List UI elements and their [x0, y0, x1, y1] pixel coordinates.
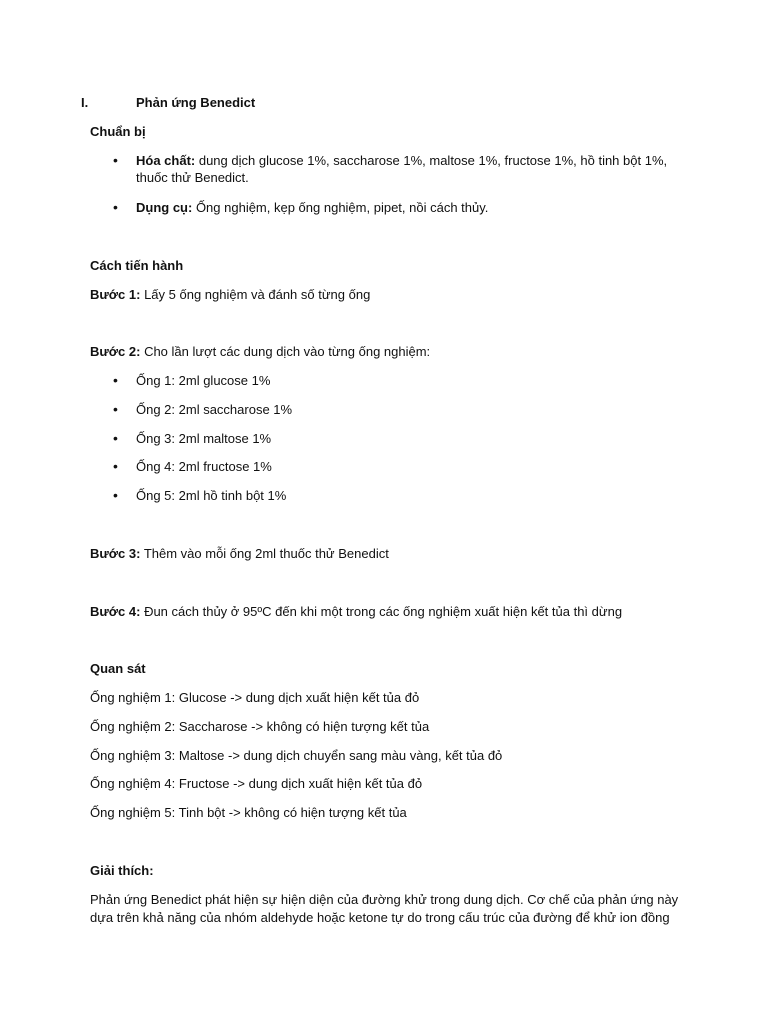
bullet-icon: •: [113, 152, 118, 168]
step-2: Bước 2: Cho lần lượt các dung dịch vào từng ống nghiệm:: [90, 344, 431, 359]
procedure-heading: Cách tiến hành: [90, 258, 184, 273]
explanation-line: Phản ứng Benedict phát hiện sự hiện diện của đường khử trong dung dịch. Cơ chế của phản ứng này: [90, 892, 679, 907]
observation-heading: Quan sát: [90, 661, 146, 676]
observation-line: Ống nghiệm 3: Maltose -> dung dịch chuyển sang màu vàng, kết tủa đỏ: [90, 748, 503, 763]
step-4: Bước 4: Đun cách thủy ở 95ºC đến khi một trong các ống nghiệm xuất hiện kết tủa thì dừng: [90, 604, 623, 619]
preparation-item-chemicals: Hóa chất: dung dịch glucose 1%, saccharose 1%, maltose 1%, fructose 1%, hồ tinh bột 1%, thuốc thử Benedict.: [136, 153, 668, 185]
tube-item: Ống 2: 2ml saccharose 1%: [136, 402, 293, 417]
step-1: Bước 1: Lấy 5 ống nghiệm và đánh số từng ống: [90, 287, 371, 302]
bullet-icon: •: [113, 199, 118, 215]
explanation-line: dựa trên khả năng của nhóm aldehyde hoặc ketone tự do trong cấu trúc của đường để khử ion đồng: [90, 910, 670, 925]
tube-item: Ống 1: 2ml glucose 1%: [136, 373, 271, 388]
preparation-heading: Chuẩn bị: [90, 124, 146, 139]
tube-item: Ống 4: 2ml fructose 1%: [136, 459, 272, 474]
bullet-icon: •: [113, 430, 118, 446]
bullet-icon: •: [113, 372, 118, 388]
bullet-icon: •: [113, 401, 118, 417]
observation-line: Ống nghiệm 2: Saccharose -> không có hiện tượng kết tủa: [90, 719, 430, 734]
preparation-item-tools: Dụng cụ: Ống nghiệm, kẹp ống nghiệm, pipet, nồi cách thủy.: [136, 200, 489, 215]
section-number: I.: [81, 95, 89, 110]
section-title: Phản ứng Benedict: [136, 95, 256, 110]
tube-item: Ống 3: 2ml maltose 1%: [136, 431, 272, 446]
tube-item: Ống 5: 2ml hồ tinh bột 1%: [136, 488, 287, 503]
observation-line: Ống nghiệm 1: Glucose -> dung dịch xuất hiện kết tủa đỏ: [90, 690, 420, 705]
observation-line: Ống nghiệm 5: Tinh bột -> không có hiện tượng kết tủa: [90, 805, 407, 820]
observation-line: Ống nghiệm 4: Fructose -> dung dịch xuất hiện kết tủa đỏ: [90, 776, 423, 791]
step-3: Bước 3: Thêm vào mỗi ống 2ml thuốc thử Benedict: [90, 546, 389, 561]
bullet-icon: •: [113, 458, 118, 474]
explanation-heading: Giải thích:: [90, 863, 154, 878]
bullet-icon: •: [113, 487, 118, 503]
